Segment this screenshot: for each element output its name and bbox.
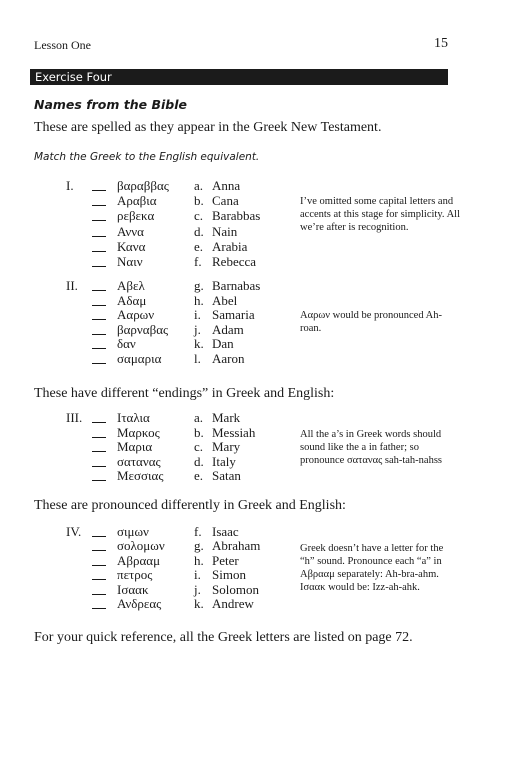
english-name: Arabia (212, 238, 248, 254)
side-note: Greek doesn’t have a letter for the “h” sound. Pronounce each “a” in Αβρααμ separately: Ah-bra-ahm. Ισαακ would be: Izz-ah-ahk. (300, 543, 444, 593)
answer-blank[interactable] (92, 553, 106, 566)
section-number: IV. (66, 524, 82, 539)
greek-name: Ναιν (117, 254, 143, 269)
answer-blank[interactable] (92, 307, 106, 320)
greek-name: Ααρων (117, 307, 155, 323)
greek-name: σιμων (117, 524, 149, 539)
greek-name: Ανδρεας (117, 596, 162, 611)
running-header-lesson: Lesson One (34, 38, 91, 52)
side-note: Ααρων would be pronounced Ah-roan. (300, 310, 442, 334)
side-note: All the a’s in Greek words should sound like the a in father; so pronounce σατανας sah-tah-nahss (300, 429, 443, 466)
exercise-subtitle: Names from the Bible (34, 97, 187, 112)
choice-letter: i. (194, 307, 201, 323)
section-number: III. (66, 410, 83, 425)
answer-blank[interactable] (92, 567, 106, 580)
english-name: Mark (212, 410, 241, 425)
english-name: Abel (212, 292, 238, 308)
greek-name: σολομων (117, 538, 165, 554)
english-name: Mary (212, 439, 241, 455)
greek-name: βαραββας (117, 178, 169, 193)
greek-name: πετρος (117, 567, 153, 583)
english-name: Barnabas (212, 278, 261, 293)
greek-name: σαμαρια (117, 351, 162, 366)
english-name: Dan (212, 336, 234, 352)
greek-name: σατανας (117, 453, 161, 469)
greek-name: Αβρααμ (117, 552, 161, 568)
choice-letter: i. (194, 567, 201, 583)
instruction-text: Match the Greek to the English equivalent. (34, 151, 260, 163)
side-note: I’ve omitted some capital letters and accents at this stage for simplicity. All we’re after is recognition. (300, 196, 460, 233)
english-name: Andrew (212, 596, 254, 611)
english-name: Satan (212, 468, 241, 484)
greek-name: Μαρκος (117, 424, 160, 440)
reference-paragraph: For your quick reference, all the Greek letters are listed on page 72. (34, 630, 413, 645)
answer-blank[interactable] (92, 224, 106, 237)
english-name: Adam (212, 321, 244, 337)
choice-letter: h. (194, 292, 204, 308)
english-name: Solomon (212, 581, 259, 597)
choice-letter: a. (194, 410, 204, 425)
exercise-title-bar (30, 69, 448, 85)
choice-letter: f. (194, 524, 202, 539)
choice-letter: a. (194, 178, 204, 193)
english-name: Messiah (212, 424, 256, 440)
english-name: Isaac (212, 524, 239, 539)
answer-blank[interactable] (92, 524, 106, 537)
choice-letter: e. (194, 238, 204, 254)
greek-name: Αβελ (117, 278, 145, 293)
greek-name: Μεσσιας (117, 468, 164, 484)
endings-paragraph: These have different “endings” in Greek and English: (34, 386, 335, 401)
choice-letter: f. (194, 254, 202, 269)
section-number: I. (66, 178, 74, 193)
choice-letter: k. (194, 596, 204, 611)
greek-name: Κανα (117, 238, 146, 254)
choice-letter: l. (194, 351, 201, 366)
answer-blank[interactable] (92, 293, 106, 306)
choice-letter: g. (194, 538, 204, 554)
english-name: Cana (212, 193, 239, 209)
choice-letter: d. (194, 223, 204, 239)
answer-blank[interactable] (92, 336, 106, 349)
greek-name: βαρναβας (117, 321, 169, 337)
choice-letter: k. (194, 336, 204, 352)
english-name: Peter (212, 552, 239, 568)
choice-letter: e. (194, 468, 204, 484)
pronounced-paragraph: These are pronounced differently in Greek and English: (34, 498, 346, 513)
greek-name: ρεβεκα (117, 208, 155, 224)
answer-blank[interactable] (92, 425, 106, 438)
english-name: Rebecca (212, 254, 257, 269)
choice-letter: h. (194, 552, 204, 568)
greek-name: Μαρια (117, 439, 153, 455)
choice-letter: c. (194, 208, 204, 224)
answer-blank[interactable] (92, 278, 106, 291)
answer-blank[interactable] (92, 439, 106, 452)
answer-blank[interactable] (92, 468, 106, 481)
answer-blank[interactable] (92, 410, 106, 423)
greek-name: Αννα (117, 223, 144, 239)
exercise-title: Exercise Four (35, 70, 112, 84)
english-name: Anna (212, 178, 241, 193)
answer-blank[interactable] (92, 596, 106, 609)
english-name: Abraham (212, 538, 261, 554)
answer-blank[interactable] (92, 178, 106, 191)
english-name: Simon (212, 567, 246, 583)
greek-name: Ισαακ (117, 581, 149, 597)
answer-blank[interactable] (92, 322, 106, 335)
choice-letter: b. (194, 193, 204, 209)
greek-name: Ιταλια (117, 410, 150, 425)
choice-letter: j. (194, 321, 201, 337)
english-name: Italy (212, 453, 236, 469)
section-number: II. (66, 278, 78, 293)
english-name: Nain (212, 223, 238, 239)
choice-letter: b. (194, 424, 204, 440)
answer-blank[interactable] (92, 208, 106, 221)
intro-text: These are spelled as they appear in the Greek New Testament. (34, 120, 382, 135)
choice-letter: g. (194, 278, 204, 293)
choice-letter: d. (194, 453, 204, 469)
answer-blank[interactable] (92, 454, 106, 467)
answer-blank[interactable] (92, 239, 106, 252)
answer-blank[interactable] (92, 193, 106, 206)
english-name: Barabbas (212, 208, 261, 224)
greek-name: Αραβια (117, 193, 157, 209)
greek-name: δαν (117, 336, 136, 352)
answer-blank[interactable] (92, 254, 106, 267)
choice-letter: c. (194, 439, 204, 455)
answer-blank[interactable] (92, 582, 106, 595)
english-name: Samaria (212, 307, 255, 323)
answer-blank[interactable] (92, 538, 106, 551)
greek-name: Αδαμ (117, 292, 147, 308)
page-number: 15 (434, 36, 448, 51)
choice-letter: j. (194, 581, 201, 597)
english-name: Aaron (212, 351, 245, 366)
answer-blank[interactable] (92, 351, 106, 364)
